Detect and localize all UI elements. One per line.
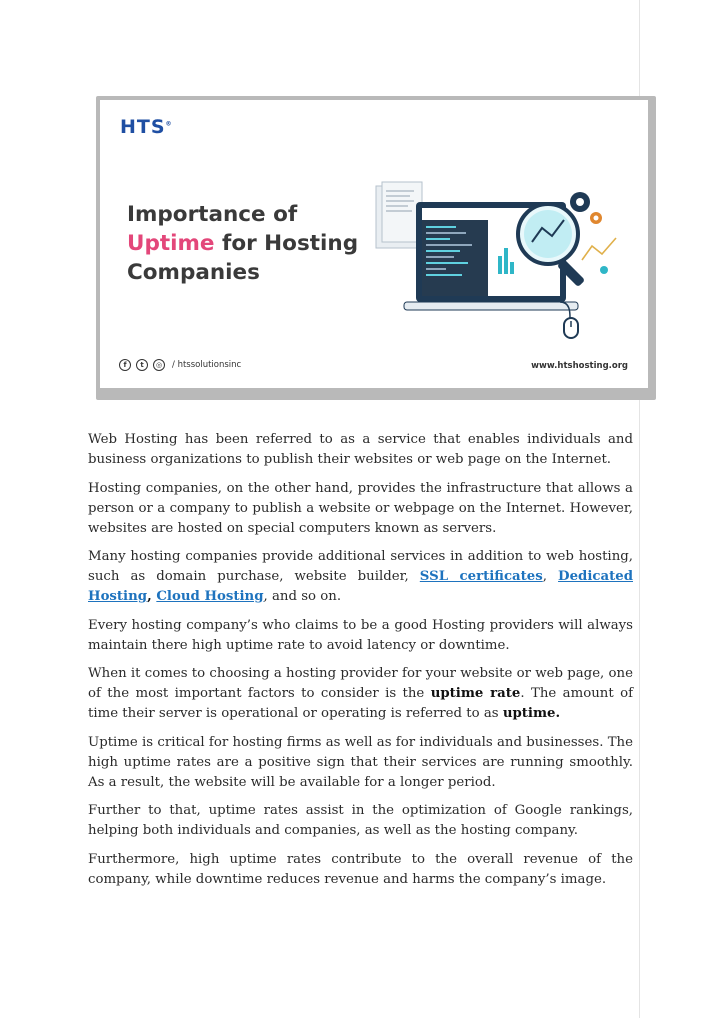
paragraph: Furthermore, high uptime rates contribute to the overall revenue of the company, while downtime reduces revenue and harms the company’s image.: [88, 851, 633, 887]
bold-term: uptime rate: [430, 686, 521, 701]
title-line-2: Uptime for Hosting: [127, 231, 359, 256]
instagram-icon[interactable]: ◎: [153, 359, 165, 371]
bold-term: uptime.: [502, 706, 561, 721]
title-highlight: Uptime: [127, 231, 215, 256]
paragraph: Many hosting companies provide additional services in addition to web hosting, such as domain purchase, website builder, SSL certificates, Dedicated Hosting, Cloud Hosting, and so on.: [88, 549, 633, 604]
title-line-3: Companies: [127, 260, 260, 285]
facebook-icon[interactable]: f: [119, 359, 131, 371]
trend-line-icon: [582, 238, 616, 260]
dedicated-hosting-link[interactable]: Dedicated Hosting: [88, 569, 633, 604]
cloud-hosting-link[interactable]: Cloud Hosting: [156, 589, 264, 604]
paragraph: Further to that, uptime rates assist in the optimization of Google rankings, helping both individuals and companies, as well as the hosting company.: [88, 803, 633, 838]
hero-banner: [100, 100, 648, 388]
paragraph: Web Hosting has been referred to as a service that enables individuals and business organizations to publish their websites or web page on the Internet.: [88, 432, 633, 467]
website-url: www.htshosting.org: [531, 361, 628, 371]
social-handle: / htssolutionsinc: [172, 360, 242, 370]
article-body: [88, 430, 633, 898]
notification-dot-icon: [600, 266, 608, 274]
hts-logo: HTS®: [120, 116, 173, 138]
ssl-certificates-link[interactable]: SSL certificates: [419, 569, 543, 584]
paragraph: Uptime is critical for hosting firms as well as for individuals and businesses. The high uptime rates are a positive sign that their services are running smoothly. As a result, the website will be available for a longer period.: [88, 734, 633, 790]
title-line-1: Importance of: [127, 202, 298, 227]
banner-title: [127, 200, 377, 287]
document-stack-icon: [376, 182, 422, 248]
social-bar: [119, 359, 241, 371]
twitter-icon[interactable]: t: [136, 359, 148, 371]
paragraph: Every hosting company’s who claims to be a good Hosting providers will always maintain there high uptime rate to avoid latency or downtime.: [88, 617, 633, 653]
paragraph: When it comes to choosing a hosting provider for your website or web page, one of the most important factors to consider is the uptime rate. The amount of time their server is operational or operating is referred to as uptime.: [88, 666, 634, 721]
server-analytics-illustration: [370, 180, 630, 340]
paragraph: Hosting companies, on the other hand, provides the infrastructure that allows a person or a company to publish a website or webpage on the Internet. However, websites are hosted on special computers known as servers.: [88, 480, 633, 536]
